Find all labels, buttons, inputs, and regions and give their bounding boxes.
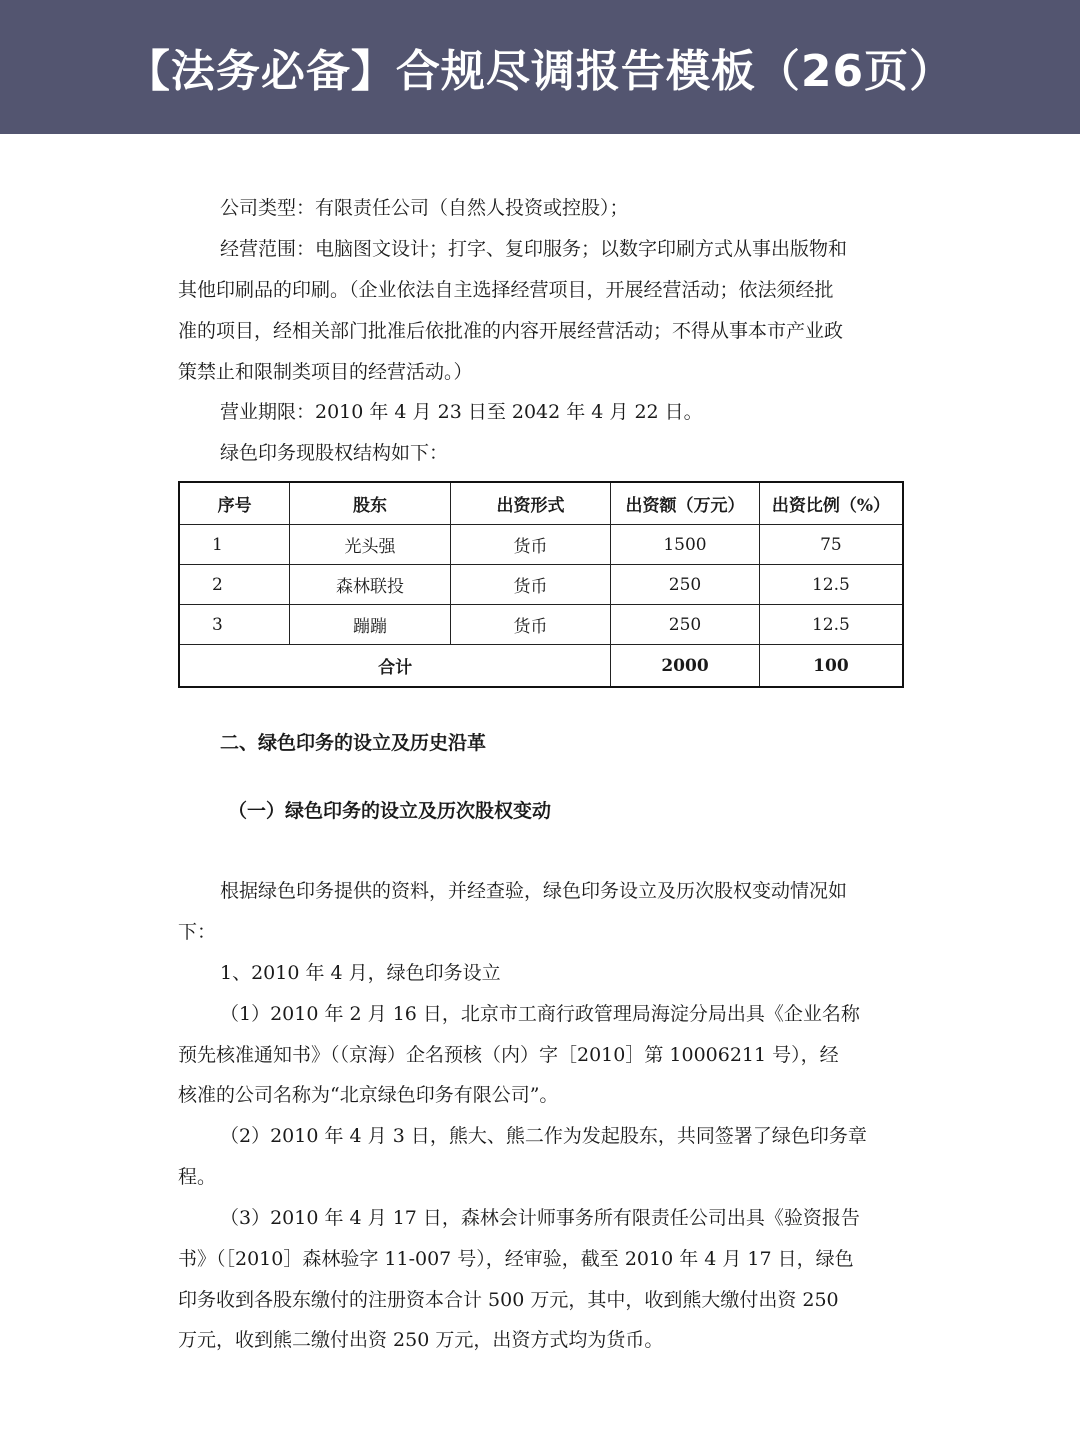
body-line: 下：: [178, 921, 217, 943]
body-line: 万元，收到熊二缴付出资 250 万元，出资方式均为货币。: [178, 1329, 664, 1351]
total-amount: 2000: [611, 645, 760, 688]
table-row: [179, 605, 903, 645]
header-contribution-ratio: 出资比例（%）: [759, 482, 903, 525]
body-line: 印务收到各股东缴付的注册资本合计 500 万元，其中，收到熊大缴付出资 250: [178, 1289, 839, 1311]
cell-form: 货币: [450, 565, 610, 605]
body-line: 预先核准通知书》（（京海）企名预核（内）字［2010］第 10006211 号），经: [178, 1044, 839, 1066]
cell-shareholder: 光头强: [290, 525, 450, 565]
cell-amount: 1500: [611, 525, 760, 565]
total-ratio: 100: [759, 645, 903, 688]
cell-ratio: 12.5: [759, 565, 903, 605]
cell-shareholder: 蹦蹦: [290, 605, 450, 645]
table-row: [179, 525, 903, 565]
section-heading: 二、绿色印务的设立及历史沿革: [220, 732, 487, 754]
banner-title: 【法务必备】合规尽调报告模板（26页）: [125, 46, 955, 97]
cell-amount: 250: [611, 605, 760, 645]
equity-intro-line: 绿色印务现股权结构如下：: [220, 442, 449, 464]
cell-form: 货币: [450, 525, 610, 565]
business-scope-line: 策禁止和限制类项目的经营活动。）: [178, 361, 473, 383]
total-label: 合计: [179, 645, 611, 688]
cell-index: 3: [179, 605, 290, 645]
table-header-row: [179, 482, 903, 525]
body-line: （3）2010 年 4 月 17 日，森林会计师事务所有限责任公司出具《验资报告: [220, 1207, 860, 1229]
cell-index: 1: [179, 525, 290, 565]
cell-ratio: 75: [759, 525, 903, 565]
subsection-heading: （一）绿色印务的设立及历次股权变动: [228, 800, 552, 822]
business-scope-line: 其他印刷品的印刷。（企业依法自主选择经营项目，开展经营活动；依法须经批: [178, 279, 834, 301]
header-contribution-amount: 出资额（万元）: [611, 482, 760, 525]
body-line: 书》（［2010］森林验字 11-007 号），经审验，截至 2010 年 4 月 17 日，绿色: [178, 1248, 854, 1270]
cell-index: 2: [179, 565, 290, 605]
table-row: [179, 565, 903, 605]
cell-form: 货币: [450, 605, 610, 645]
header-shareholder: 股东: [290, 482, 450, 525]
header-index: 序号: [179, 482, 290, 525]
business-scope-line: 经营范围：电脑图文设计；打字、复印服务；以数字印刷方式从事出版物和: [220, 238, 848, 260]
company-type-line: 公司类型：有限责任公司（自然人投资或控股）；: [220, 197, 629, 219]
body-line: 1、2010 年 4 月，绿色印务设立: [220, 962, 501, 984]
cell-shareholder: 森林联投: [290, 565, 450, 605]
cell-ratio: 12.5: [759, 605, 903, 645]
body-line: （2）2010 年 4 月 3 日，熊大、熊二作为发起股东，共同签署了绿色印务章: [220, 1125, 867, 1147]
body-line: 程。: [178, 1166, 217, 1188]
document-body: [178, 0, 904, 1443]
body-line: 核准的公司名称为“北京绿色印务有限公司”。: [178, 1084, 559, 1106]
table-total-row: [179, 645, 903, 688]
header-contribution-form: 出资形式: [450, 482, 610, 525]
cell-amount: 250: [611, 565, 760, 605]
business-scope-line: 准的项目，经相关部门批准后依批准的内容开展经营活动；不得从事本市产业政: [178, 320, 844, 342]
equity-table: [178, 481, 904, 688]
body-line: 根据绿色印务提供的资料，并经查验，绿色印务设立及历次股权变动情况如: [220, 880, 848, 902]
body-line: （1）2010 年 2 月 16 日，北京市工商行政管理局海淀分局出具《企业名称: [220, 1003, 860, 1025]
business-term-line: 营业期限：2010 年 4 月 23 日至 2042 年 4 月 22 日。: [220, 401, 703, 423]
